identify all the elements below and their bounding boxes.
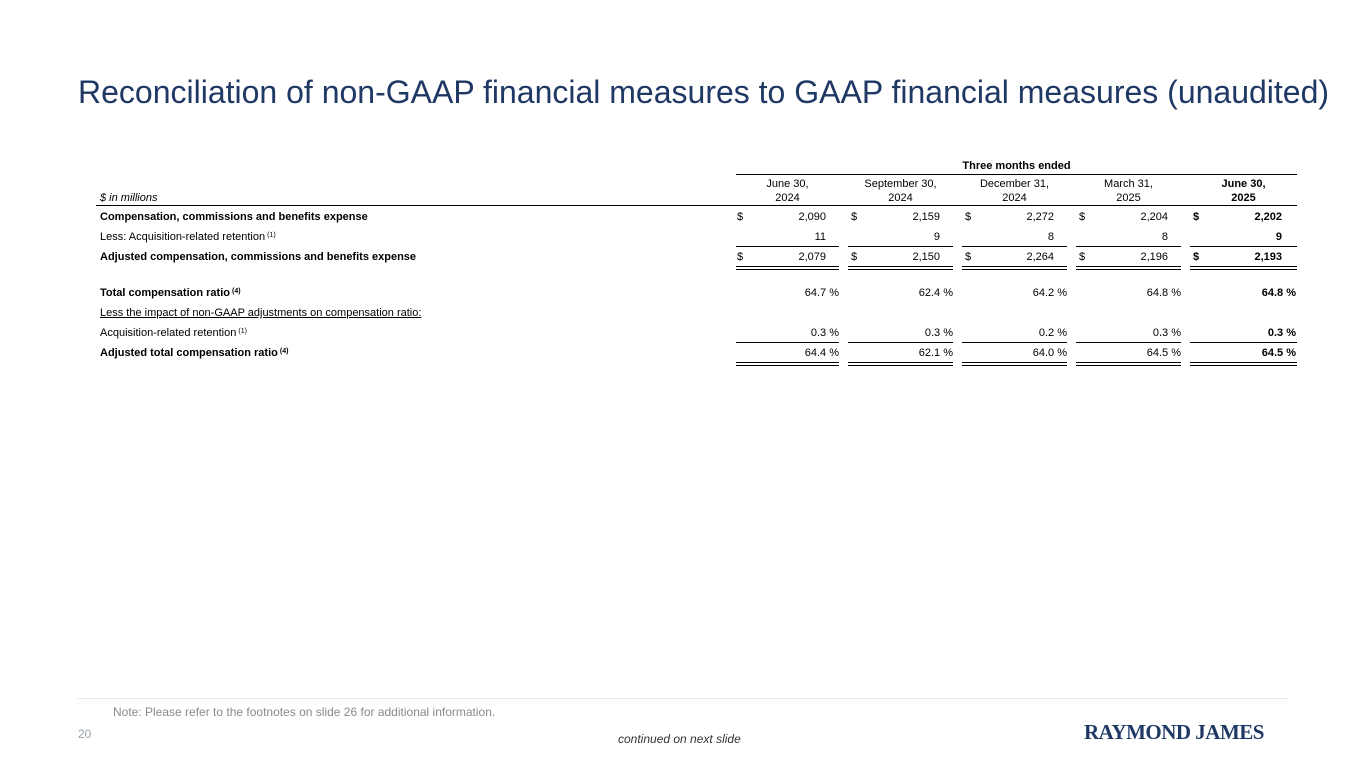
column-header-current: June 30, 2025 [1221, 178, 1266, 204]
unit-label: $ in millions [100, 192, 158, 204]
cell-value: 64.7 % [804, 287, 839, 299]
cell-value: 2,196 [1140, 251, 1168, 263]
table-row [96, 247, 1297, 267]
cell-value: 8 [1047, 231, 1054, 243]
page-number: 20 [78, 727, 92, 741]
table-row [96, 323, 1297, 343]
table-row [96, 343, 1297, 363]
currency-symbol: $ [1193, 251, 1200, 263]
table-row [96, 283, 1297, 303]
table-row [96, 227, 1297, 247]
footnote-note: Note: Please refer to the footnotes on slide 26 for additional information. [113, 705, 496, 719]
column-header: December 31, 2024 [979, 178, 1050, 204]
cell-value: 8 [1161, 231, 1168, 243]
row-label: Acquisition-related retention $^{(1)}$ [100, 327, 247, 339]
row-label: Total compensation ratio $^{(4)}$ [100, 287, 241, 299]
cell-value: 64.5 % [1261, 347, 1296, 359]
total-double-rule [962, 266, 1067, 270]
cell-value: 9 [933, 231, 940, 243]
footer-divider [78, 698, 1288, 699]
total-double-rule [736, 266, 839, 270]
table-row [96, 303, 1297, 323]
total-double-rule [1076, 266, 1181, 270]
column-header: September 30, 2024 [864, 178, 937, 204]
currency-symbol: $ [737, 251, 744, 263]
group-header-rule [736, 174, 1297, 175]
cell-value: 2,079 [798, 251, 826, 263]
cell-value: 64.2 % [1032, 287, 1067, 299]
cell-value: 2,202 [1254, 211, 1282, 223]
cell-value: 64.0 % [1032, 347, 1067, 359]
row-label: Less: Acquisition-related retention $^{(1)}$ [100, 231, 276, 243]
row-label: Adjusted compensation, commissions and benefits expense [100, 251, 417, 263]
currency-symbol: $ [851, 211, 858, 223]
continued-text: continued on next slide [618, 732, 741, 746]
currency-symbol: $ [1079, 251, 1086, 263]
total-double-rule [1076, 362, 1181, 366]
page-title: Reconciliation of non-GAAP financial measures to GAAP financial measures (unaudited) [78, 74, 1330, 110]
reconciliation-table [96, 155, 1297, 363]
cell-value: 64.5 % [1146, 347, 1181, 359]
total-double-rule [962, 362, 1067, 366]
cell-value: 2,159 [912, 211, 940, 223]
total-double-rule [848, 362, 953, 366]
cell-value: 0.2 % [1038, 327, 1067, 339]
cell-value: 2,193 [1254, 251, 1282, 263]
cell-value: 0.3 % [1152, 327, 1181, 339]
currency-symbol: $ [1079, 211, 1086, 223]
currency-symbol: $ [851, 251, 858, 263]
cell-value: 2,150 [912, 251, 940, 263]
cell-value: 64.8 % [1261, 287, 1296, 299]
cell-value: 2,090 [798, 211, 826, 223]
cell-value: 64.4 % [804, 347, 839, 359]
table-row [96, 207, 1297, 227]
currency-symbol: $ [737, 211, 744, 223]
currency-symbol: $ [1193, 211, 1200, 223]
section-label: Less the impact of non-GAAP adjustments on compensation ratio: [100, 307, 422, 319]
cell-value: 0.3 % [810, 327, 839, 339]
cell-value: 62.1 % [918, 347, 953, 359]
total-double-rule [1190, 362, 1297, 366]
row-label: Adjusted total compensation ratio $^{(4)}$ [100, 347, 289, 359]
header-rule [96, 205, 1297, 206]
cell-value: 64.8 % [1146, 287, 1181, 299]
cell-value: 2,264 [1026, 251, 1054, 263]
row-label: Compensation, commissions and benefits expense [100, 211, 368, 223]
currency-symbol: $ [965, 211, 972, 223]
column-header: March 31, 2025 [1104, 178, 1153, 204]
cell-value: 0.3 % [924, 327, 953, 339]
total-double-rule [1190, 266, 1297, 270]
column-header: June 30, 2024 [766, 178, 809, 204]
cell-value: 2,272 [1026, 211, 1054, 223]
total-double-rule [736, 362, 839, 366]
cell-value: 62.4 % [918, 287, 953, 299]
cell-value: 11 [814, 231, 826, 243]
cell-value: 0.3 % [1267, 327, 1296, 339]
cell-value: 2,204 [1140, 211, 1168, 223]
raymond-james-logo: RAYMOND JAMES [1084, 720, 1264, 744]
cell-value: 9 [1275, 231, 1282, 243]
total-double-rule [848, 266, 953, 270]
currency-symbol: $ [965, 251, 972, 263]
group-header: Three months ended [962, 160, 1071, 172]
table-header [96, 155, 1297, 207]
